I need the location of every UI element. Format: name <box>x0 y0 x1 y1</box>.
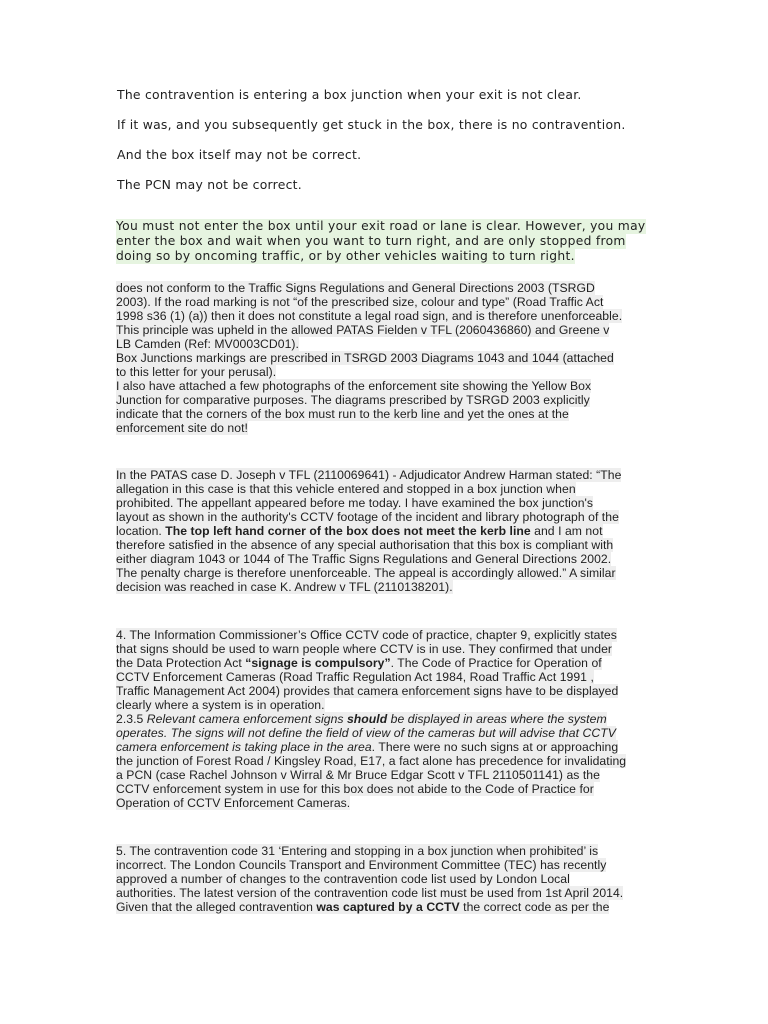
paragraph-line: LB Camden (Ref: MV0003CD01). <box>116 337 299 351</box>
bold-italic-text: should <box>346 712 388 726</box>
bold-text: was captured by a CCTV <box>316 900 460 914</box>
paragraph-line: 1998 s36 (1) (a)) then it does not constitute a legal road sign, and is therefore unenforceable. <box>116 309 623 323</box>
italic-text: camera enforcement is taking place in the area <box>116 740 372 754</box>
paragraph-line: either diagram 1043 or 1044 of The Traffic Signs Regulations and General Directions 2002. <box>116 552 612 566</box>
tsrgd-paragraph <box>116 281 656 435</box>
quote-line: You must not enter the box until your exit road or lane is clear. However, you may <box>116 219 646 233</box>
paragraph-line: therefore satisfied in the absence of any special authorisation that this box is compliant with <box>116 538 614 552</box>
intro-line-3: And the box itself may not be correct. <box>117 147 362 162</box>
text-run: and I am not <box>530 524 603 538</box>
paragraph-line: allegation in this case is that this vehicle entered and stopped in a box junction when <box>116 482 576 496</box>
paragraph-line: does not conform to the Traffic Signs Regulations and General Directions 2003 (TSRGD <box>116 281 595 295</box>
paragraph-line: The penalty charge is therefore unenforceable. The appeal is accordingly allowed.” A similar <box>116 566 616 580</box>
contravention-code-paragraph <box>116 844 656 914</box>
paragraph-line: CCTV enforcement system in use for this box does not abide to the Code of Practice for <box>116 782 594 796</box>
patas-case-paragraph <box>116 468 656 594</box>
italic-text: Relevant camera enforcement signs <box>146 712 347 726</box>
paragraph-line <box>116 656 602 670</box>
paragraph-line: indicate that the corners of the box must run to the kerb line and yet the ones at the <box>116 407 569 421</box>
paragraph-line: decision was reached in case K. Andrew v TFL (2110138201). <box>116 580 453 594</box>
paragraph-line <box>116 726 616 740</box>
paragraph-line: authorities. The latest version of the contravention code list must be used from 1st April 2014. <box>116 886 624 900</box>
text-run: Given that the alleged contravention <box>116 900 317 914</box>
quote-line: enter the box and wait when you want to turn right, and are only stopped from <box>116 234 626 248</box>
paragraph-line: Junction for comparative purposes. The diagrams prescribed by TSRGD 2003 explicitly <box>116 393 590 407</box>
paragraph-line: I also have attached a few photographs of the enforcement site showing the Yellow Box <box>116 379 592 393</box>
paragraph-line: incorrect. The London Councils Transport and Environment Committee (TEC) has recently <box>116 858 607 872</box>
paragraph-line: approved a number of changes to the contravention code list used by London Local <box>116 872 570 886</box>
paragraph-line: This principle was upheld in the allowed PATAS Fielden v TFL (2060436860) and Greene v <box>116 323 610 337</box>
paragraph-line: that signs should be used to warn people where CCTV is in use. They confirmed that under <box>116 642 613 656</box>
paragraph-line: Traffic Management Act 2004) provides that camera enforcement signs have to be displayed <box>116 684 619 698</box>
paragraph-line: the junction of Forest Road / Kingsley Road, E17, a fact alone has precedence for invalidating <box>116 754 627 768</box>
paragraph-line: Box Junctions markings are prescribed in TSRGD 2003 Diagrams 1043 and 1044 (attached <box>116 351 614 365</box>
paragraph-line: 2003). If the road marking is not “of the prescribed size, colour and type” (Road Traffic Act <box>116 295 604 309</box>
paragraph-line: enforcement site do not! <box>116 421 248 435</box>
paragraph-line <box>116 524 603 538</box>
intro-line-2: If it was, and you subsequently get stuck in the box, there is no contravention. <box>117 117 626 132</box>
paragraph-line: a PCN (case Rachel Johnson v Wirral & Mr Bruce Edgar Scott v TFL 2110501141) as the <box>116 768 600 782</box>
italic-text: operates. The signs will not define the field of view of the cameras but will advise that CCTV <box>116 726 616 740</box>
text-run: . The Code of Practice for Operation of <box>390 656 602 670</box>
paragraph-line: 4. The Information Commissioner’s Office CCTV code of practice, chapter 9, explicitly states <box>116 628 617 642</box>
text-run: the correct code as per the <box>459 900 610 914</box>
paragraph-line <box>116 740 618 754</box>
paragraph-line: layout as shown in the authority's CCTV footage of the incident and library photograph of the <box>116 510 619 524</box>
italic-text: be displayed in areas where the system <box>387 712 607 726</box>
text-run: 2.3.5 <box>116 712 147 726</box>
paragraph-line: to this letter for your perusal). <box>116 365 277 379</box>
highway-code-quote <box>116 219 656 264</box>
bold-text: The top left hand corner of the box does not meet the kerb line <box>165 524 531 538</box>
paragraph-line <box>116 712 607 726</box>
paragraph-line: 5. The contravention code 31 ‘Entering and stopping in a box junction when prohibited’ is <box>116 844 599 858</box>
ico-code-paragraph <box>116 628 656 810</box>
paragraph-line: CCTV Enforcement Cameras (Road Traffic Regulation Act 1984, Road Traffic Act 1991 , <box>116 670 594 684</box>
intro-line-1: The contravention is entering a box junction when your exit is not clear. <box>117 87 582 102</box>
text-run: . There were no such signs at or approaching <box>371 740 619 754</box>
text-run: location. <box>116 524 166 538</box>
paragraph-line: clearly where a system is in operation. <box>116 698 325 712</box>
bold-text: “signage is compulsory” <box>245 656 391 670</box>
paragraph-line: Operation of CCTV Enforcement Cameras. <box>116 796 351 810</box>
paragraph-line <box>116 900 609 914</box>
quote-line: doing so by oncoming traffic, or by other vehicles waiting to turn right. <box>116 249 575 263</box>
paragraph-line: In the PATAS case D. Joseph v TFL (2110069641) - Adjudicator Andrew Harman stated: “The <box>116 468 622 482</box>
text-run: the Data Protection Act <box>116 656 246 670</box>
intro-line-4: The PCN may not be correct. <box>117 177 302 192</box>
paragraph-line: prohibited. The appellant appeared before me today. I have examined the box junction's <box>116 496 594 510</box>
